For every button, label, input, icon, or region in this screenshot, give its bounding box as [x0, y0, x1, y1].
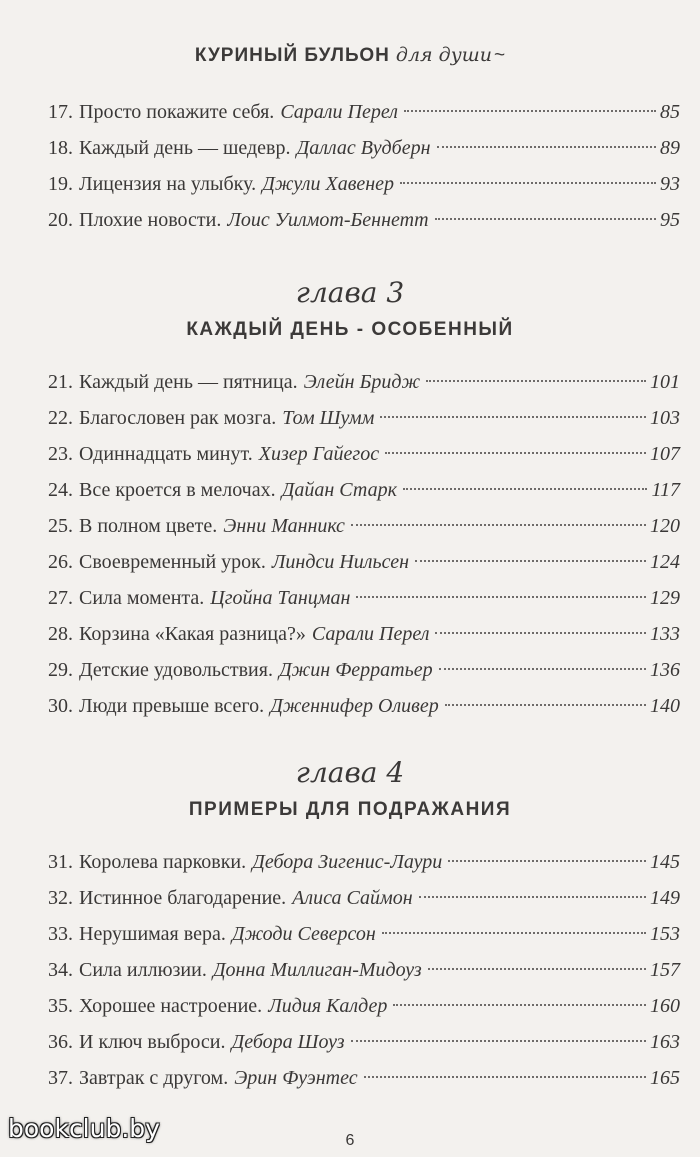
- entry-title: Все кроется в мелочах.: [79, 479, 276, 501]
- entry-author: Алиса Саймон: [292, 887, 413, 909]
- toc-list-chapter-3: [48, 364, 680, 724]
- entry-page-number: 160: [650, 995, 680, 1017]
- toc-entry: [48, 202, 680, 238]
- toc-entry: [48, 652, 680, 688]
- entry-title: Плохие новости.: [79, 209, 222, 231]
- entry-page-number: 133: [650, 623, 680, 645]
- toc-entry: [48, 616, 680, 652]
- toc-entry: [48, 880, 680, 916]
- entry-number: 27.: [48, 587, 73, 609]
- dot-leader: [356, 596, 646, 598]
- entry-number: 21.: [48, 371, 73, 393]
- entry-page-number: 120: [650, 515, 680, 537]
- entry-page-number: 85: [660, 101, 680, 123]
- entry-title: В полном цвете.: [79, 515, 218, 537]
- entry-number: 18.: [48, 137, 73, 159]
- entry-title: Лицензия на улыбку.: [79, 173, 257, 195]
- entry-page-number: 107: [650, 443, 680, 465]
- toc-entry: [48, 1024, 680, 1060]
- watermark: bookclub.by: [8, 1114, 160, 1143]
- entry-title: Благословен рак мозга.: [79, 407, 277, 429]
- entry-page-number: 153: [650, 923, 680, 945]
- entry-number: 20.: [48, 209, 73, 231]
- dot-leader: [364, 1076, 646, 1078]
- dot-leader: [419, 896, 646, 898]
- entry-author: Лоис Уилмот-Беннетт: [227, 209, 429, 231]
- entry-number: 25.: [48, 515, 73, 537]
- toc-entry: [48, 688, 680, 724]
- dot-leader: [435, 632, 646, 634]
- running-head-script: для души: [395, 44, 492, 66]
- entry-number: 24.: [48, 479, 73, 501]
- entry-page-number: 136: [650, 659, 680, 681]
- entry-number: 29.: [48, 659, 73, 681]
- page-number: 6: [345, 1132, 355, 1149]
- dot-leader: [382, 932, 646, 934]
- entry-number: 33.: [48, 923, 73, 945]
- entry-page-number: 140: [650, 695, 680, 717]
- dot-leader: [403, 488, 648, 490]
- entry-author: Джули Хавенер: [262, 173, 395, 195]
- entry-number: 26.: [48, 551, 73, 573]
- entry-author: Том Шумм: [282, 407, 375, 429]
- running-head-caps: КУРИНЫЙ БУЛЬОН: [194, 45, 390, 66]
- chapter-4-label: глава 4: [295, 756, 405, 789]
- dot-leader: [351, 1040, 646, 1042]
- entry-page-number: 129: [650, 587, 680, 609]
- entry-page-number: 89: [660, 137, 680, 159]
- entry-page-number: 93: [660, 173, 680, 195]
- toc-entry: [48, 94, 680, 130]
- entry-number: 31.: [48, 851, 73, 873]
- dot-leader: [439, 668, 646, 670]
- entry-author: Дженнифер Оливер: [270, 695, 439, 717]
- entry-author: Донна Миллиган-Мидоуз: [212, 959, 422, 981]
- entry-title: Люди превыше всего.: [79, 695, 265, 717]
- entry-page-number: 157: [650, 959, 680, 981]
- running-head: [0, 44, 700, 67]
- toc-entry: [48, 472, 680, 508]
- chapter-3-label: глава 3: [295, 276, 405, 309]
- dot-leader: [400, 182, 656, 184]
- entry-title: Каждый день — пятница.: [79, 371, 298, 393]
- entry-title: Своевременный урок.: [79, 551, 266, 573]
- entry-title: Нерушимая вера.: [79, 923, 226, 945]
- entry-page-number: 95: [660, 209, 680, 231]
- entry-number: 19.: [48, 173, 73, 195]
- entry-number: 35.: [48, 995, 73, 1017]
- dot-leader: [380, 416, 646, 418]
- entry-author: Дебора Шоуз: [231, 1031, 345, 1053]
- toc-entry: [48, 988, 680, 1024]
- entry-title: И ключ выброси.: [79, 1031, 226, 1053]
- entry-author: Элейн Бридж: [303, 371, 421, 393]
- dot-leader: [415, 560, 646, 562]
- entry-number: 28.: [48, 623, 73, 645]
- toc-entry: [48, 580, 680, 616]
- entry-title: Сила иллюзии.: [79, 959, 207, 981]
- entry-author: Лидия Калдер: [268, 995, 388, 1017]
- entry-author: Линдси Нильсен: [271, 551, 410, 573]
- entry-number: 36.: [48, 1031, 73, 1053]
- toc-entry: [48, 916, 680, 952]
- entry-page-number: 149: [650, 887, 680, 909]
- entry-author: Хизер Гайегос: [258, 443, 380, 465]
- toc-list-chapter-4: [48, 844, 680, 1096]
- entry-title: Сила момента.: [79, 587, 205, 609]
- dot-leader: [393, 1004, 646, 1006]
- dot-leader: [445, 704, 646, 706]
- entry-author: Эрин Фуэнтес: [234, 1067, 358, 1089]
- dot-leader: [448, 860, 646, 862]
- entry-page-number: 163: [650, 1031, 680, 1053]
- toc-entry: [48, 364, 680, 400]
- entry-number: 37.: [48, 1067, 73, 1089]
- dot-leader: [426, 380, 646, 382]
- entry-number: 32.: [48, 887, 73, 909]
- entry-title: Просто покажите себя.: [79, 101, 275, 123]
- toc-entry: [48, 544, 680, 580]
- entry-author: Джоди Северсон: [231, 923, 376, 945]
- dot-leader: [437, 146, 657, 148]
- entry-page-number: 165: [650, 1067, 680, 1089]
- entry-title: Детские удовольствия.: [79, 659, 273, 681]
- chapter-4-title: ПРИМЕРЫ ДЛЯ ПОДРАЖАНИЯ: [188, 799, 512, 820]
- entry-page-number: 101: [650, 371, 680, 393]
- toc-entry: [48, 400, 680, 436]
- entry-author: Даллас Вудберн: [296, 137, 431, 159]
- entry-author: Дайан Старк: [281, 479, 397, 501]
- entry-title: Завтрак с другом.: [79, 1067, 229, 1089]
- toc-entry: [48, 508, 680, 544]
- entry-author: Джин Ферратьер: [278, 659, 433, 681]
- entry-title: Одиннадцать минут.: [79, 443, 253, 465]
- entry-page-number: 124: [650, 551, 680, 573]
- toc-entry: [48, 130, 680, 166]
- toc-entry: [48, 436, 680, 472]
- entry-page-number: 145: [650, 851, 680, 873]
- dot-leader: [404, 110, 656, 112]
- running-head-swash: ~: [493, 45, 506, 66]
- entry-title: Королева парковки.: [79, 851, 247, 873]
- entry-author: Сарали Перел: [280, 101, 398, 123]
- entry-page-number: 117: [651, 479, 680, 501]
- toc-entry: [48, 952, 680, 988]
- entry-number: 23.: [48, 443, 73, 465]
- entry-author: Энни Манникс: [223, 515, 345, 537]
- entry-title: Истинное благодарение.: [79, 887, 287, 909]
- toc-entry: [48, 844, 680, 880]
- dot-leader: [435, 218, 656, 220]
- entry-number: 34.: [48, 959, 73, 981]
- entry-number: 17.: [48, 101, 73, 123]
- entry-author: Цгойна Танцман: [210, 587, 351, 609]
- entry-page-number: 103: [650, 407, 680, 429]
- entry-title: Каждый день — шедевр.: [79, 137, 291, 159]
- toc-entry: [48, 166, 680, 202]
- chapter-3-title: КАЖДЫЙ ДЕНЬ - ОСОБЕННЫЙ: [186, 319, 514, 340]
- entry-title: Корзина «Какая разница?»: [79, 623, 306, 645]
- dot-leader: [385, 452, 646, 454]
- entry-number: 22.: [48, 407, 73, 429]
- entry-author: Сарали Перел: [311, 623, 430, 645]
- dot-leader: [351, 524, 646, 526]
- dot-leader: [428, 968, 646, 970]
- toc-entry: [48, 1060, 680, 1096]
- entry-author: Дебора Зигенис-Лаури: [252, 851, 443, 873]
- entry-title: Хорошее настроение.: [79, 995, 263, 1017]
- entry-number: 30.: [48, 695, 73, 717]
- toc-list-top: [48, 94, 680, 238]
